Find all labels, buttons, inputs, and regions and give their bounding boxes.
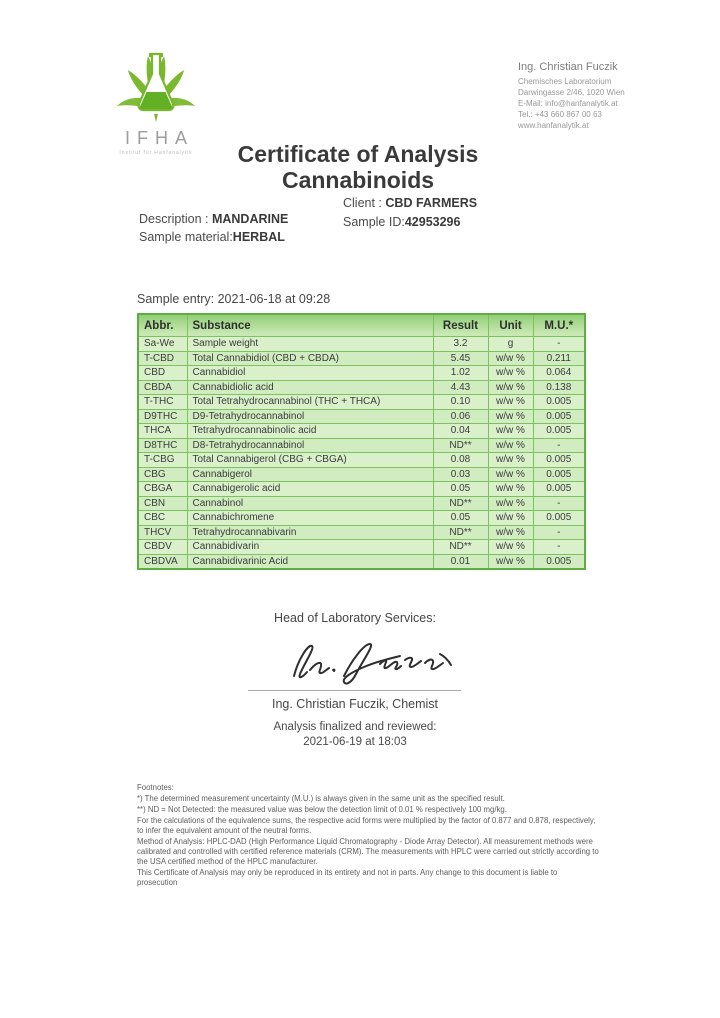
contact-email: E-Mail: info@hanfanalytik.at: [518, 99, 618, 108]
cell-abbr: CBG: [138, 467, 187, 482]
footnotes-block: [137, 783, 599, 889]
cell-result: 3.2: [433, 337, 488, 352]
client-field: [343, 196, 477, 210]
contact-phone: Tel.: +43 660 867 00 63: [518, 110, 602, 119]
cell-substance: Total Cannabidiol (CBD + CBDA): [187, 351, 433, 366]
cell-unit: w/w %: [488, 540, 533, 555]
cell-substance: D9-Tetrahydrocannabinol: [187, 409, 433, 424]
cell-abbr: CBD: [138, 366, 187, 381]
results-table: [137, 313, 586, 570]
cell-result: 0.06: [433, 409, 488, 424]
client-label: Client :: [343, 196, 386, 210]
table-row: [138, 467, 585, 482]
cell-abbr: THCA: [138, 424, 187, 439]
logo-brand-text: IFHA: [124, 128, 194, 148]
cell-result: 1.02: [433, 366, 488, 381]
cell-mu: 0.211: [533, 351, 585, 366]
title-line-1: Certificate of Analysis: [237, 141, 479, 167]
cell-mu: 0.005: [533, 482, 585, 497]
cell-mu: -: [533, 438, 585, 453]
cell-result: 0.01: [433, 554, 488, 569]
cell-substance: Cannabidiol: [187, 366, 433, 381]
cell-unit: w/w %: [488, 511, 533, 526]
signer-name: Ing. Christian Fuczik, Chemist: [271, 697, 439, 711]
cell-abbr: D9THC: [138, 409, 187, 424]
sample-id-field: [343, 215, 460, 229]
lab-logo: [96, 48, 216, 156]
footnote-method: Method of Analysis: HPLC-DAD (High Performance Liquid Chromatography - Diode Array Detector). All measurement methods were calibrated and controlled with certified reference materials (CRM). The measurements with HPLC were carried out strictly according to the USA certified method of the HPLC manufacturer.: [137, 837, 599, 866]
cell-unit: w/w %: [488, 554, 533, 569]
sample-material-value: HERBAL: [232, 230, 285, 244]
cell-result: 0.10: [433, 395, 488, 410]
cell-abbr: CBN: [138, 496, 187, 511]
cell-unit: w/w %: [488, 409, 533, 424]
cell-abbr: T-THC: [138, 395, 187, 410]
cell-unit: w/w %: [488, 482, 533, 497]
cell-abbr: THCV: [138, 525, 187, 540]
table-header-row: [138, 314, 585, 337]
cell-abbr: CBDA: [138, 380, 187, 395]
cell-unit: g: [488, 337, 533, 352]
cell-abbr: Sa-We: [138, 337, 187, 352]
table-row: [138, 511, 585, 526]
table-row: [138, 395, 585, 410]
cell-abbr: T-CBG: [138, 453, 187, 468]
footnote-equivalence: For the calculations of the equivalence sums, the respective acid forms were multiplied by the factor of 0.877 and 0.878, respectively, to infer the equivalent amount of the neutral forms.: [137, 816, 596, 835]
cell-unit: w/w %: [488, 380, 533, 395]
table-row: [138, 540, 585, 555]
finalized-date: 2021-06-19 at 18:03: [303, 736, 407, 748]
cell-unit: w/w %: [488, 424, 533, 439]
cell-substance: Cannabidiolic acid: [187, 380, 433, 395]
cell-result: 5.45: [433, 351, 488, 366]
cell-abbr: D8THC: [138, 438, 187, 453]
signature-icon: [288, 636, 458, 688]
contact-address: Darwingasse 2/46, 1020 Wien: [518, 88, 625, 97]
table-row: [138, 554, 585, 569]
document-title: [0, 141, 716, 193]
description-field: [139, 212, 288, 226]
cell-mu: 0.064: [533, 366, 585, 381]
sample-entry-line: Sample entry: 2021-06-18 at 09:28: [137, 292, 331, 306]
cell-mu: 0.005: [533, 511, 585, 526]
sample-material-field: [139, 230, 285, 244]
signature-rule: [248, 690, 461, 691]
cell-unit: w/w %: [488, 351, 533, 366]
cell-mu: -: [533, 540, 585, 555]
cell-result: 0.05: [433, 511, 488, 526]
contact-name: Ing. Christian Fuczik: [518, 61, 618, 73]
cell-substance: Tetrahydrocannabinolic acid: [187, 424, 433, 439]
logo-tagline: Institut für Hanfanalytik: [119, 150, 193, 156]
table-row: [138, 525, 585, 540]
cell-abbr: CBDV: [138, 540, 187, 555]
finalized-block: [0, 720, 710, 750]
footnote-reproduction: This Certificate of Analysis may only be reproduced in its entirety and not in parts. Any change to this document is liable to prosecution: [137, 868, 558, 887]
header-abbr: Abbr.: [138, 314, 187, 337]
cell-unit: w/w %: [488, 395, 533, 410]
cell-result: ND**: [433, 525, 488, 540]
cell-substance: Tetrahydrocannabivarin: [187, 525, 433, 540]
cell-mu: 0.005: [533, 395, 585, 410]
table-row: [138, 409, 585, 424]
cell-mu: 0.005: [533, 424, 585, 439]
cell-substance: Cannabigerol: [187, 467, 433, 482]
cell-mu: -: [533, 337, 585, 352]
description-label: Description :: [139, 212, 212, 226]
header-mu: M.U.*: [533, 314, 585, 337]
sample-id-label: Sample ID:: [343, 215, 405, 229]
finalized-label: Analysis finalized and reviewed:: [273, 721, 437, 733]
cell-substance: D8-Tetrahydrocannabinol: [187, 438, 433, 453]
cell-result: ND**: [433, 496, 488, 511]
cell-mu: 0.005: [533, 554, 585, 569]
cell-substance: Cannabinol: [187, 496, 433, 511]
cell-unit: w/w %: [488, 366, 533, 381]
cell-mu: 0.005: [533, 467, 585, 482]
description-value: MANDARINE: [211, 212, 289, 226]
cell-result: 0.05: [433, 482, 488, 497]
cell-substance: Cannabidivarin: [187, 540, 433, 555]
contact-website: www.hanfanalytik.at: [518, 121, 589, 130]
cell-substance: Total Cannabigerol (CBG + CBGA): [187, 453, 433, 468]
cell-abbr: CBDVA: [138, 554, 187, 569]
cell-abbr: CBC: [138, 511, 187, 526]
cell-substance: Sample weight: [187, 337, 433, 352]
sample-id-value: 42953296: [404, 215, 461, 229]
client-value: CBD FARMERS: [385, 196, 478, 210]
head-of-lab-heading: Head of Laboratory Services:: [274, 611, 436, 625]
table-row: [138, 496, 585, 511]
cell-substance: Cannabigerolic acid: [187, 482, 433, 497]
cell-substance: Cannabichromene: [187, 511, 433, 526]
footnotes-heading: Footnotes:: [137, 783, 174, 792]
table-row: [138, 337, 585, 352]
cell-unit: w/w %: [488, 467, 533, 482]
cell-result: ND**: [433, 540, 488, 555]
cell-unit: w/w %: [488, 525, 533, 540]
header-substance: Substance: [187, 314, 433, 337]
cell-unit: w/w %: [488, 438, 533, 453]
cell-mu: 0.138: [533, 380, 585, 395]
cell-unit: w/w %: [488, 453, 533, 468]
footnote-nd: **) ND = Not Detected: the measured value was below the detection limit of 0.01 % respectively 100 mg/kg.: [137, 805, 507, 814]
cell-mu: 0.005: [533, 453, 585, 468]
cell-result: 0.03: [433, 467, 488, 482]
hemp-leaf-flask-icon: [115, 48, 197, 126]
table-row: [138, 482, 585, 497]
cell-mu: -: [533, 525, 585, 540]
cell-result: 0.04: [433, 424, 488, 439]
table-row: [138, 424, 585, 439]
cell-mu: 0.005: [533, 409, 585, 424]
table-row: [138, 453, 585, 468]
title-line-2: Cannabinoids: [281, 167, 435, 193]
table-row: [138, 351, 585, 366]
cell-result: 0.08: [433, 453, 488, 468]
contact-lab: Chemisches Laboratorium: [518, 77, 612, 86]
cell-abbr: T-CBD: [138, 351, 187, 366]
header-result: Result: [433, 314, 488, 337]
cell-result: ND**: [433, 438, 488, 453]
lab-contact-block: [518, 62, 625, 131]
table-row: [138, 380, 585, 395]
cell-abbr: CBGA: [138, 482, 187, 497]
sample-material-label: Sample material:: [139, 230, 233, 244]
table-row: [138, 438, 585, 453]
cell-substance: Total Tetrahydrocannabinol (THC + THCA): [187, 395, 433, 410]
header-unit: Unit: [488, 314, 533, 337]
cell-result: 4.43: [433, 380, 488, 395]
cell-unit: w/w %: [488, 496, 533, 511]
table-row: [138, 366, 585, 381]
cell-mu: -: [533, 496, 585, 511]
cell-substance: Cannabidivarinic Acid: [187, 554, 433, 569]
footnote-mu: *) The determined measurement uncertainty (M.U.) is always given in the same unit as the specified result.: [137, 794, 505, 803]
